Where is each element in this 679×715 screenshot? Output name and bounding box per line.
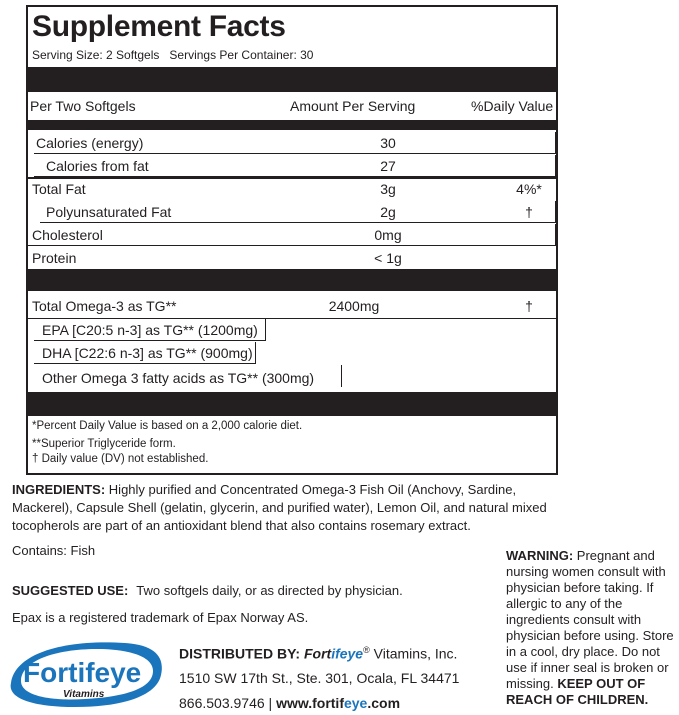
omega-label: Total Omega-3 as TG** [32, 298, 177, 314]
omega-label: DHA [C22:6 n-3] as TG** (900mg) [42, 345, 253, 361]
nutrient-amount: 3g [380, 181, 396, 197]
warning-statement [506, 548, 676, 708]
footnote-dv-not-established: † Daily value (DV) not established. [32, 453, 209, 465]
omega-daily-value: † [525, 298, 533, 314]
panel-title: Supplement Facts [32, 10, 286, 43]
header-per-two-softgels: Per Two Softgels [30, 98, 136, 114]
nutrient-label: Cholesterol [32, 227, 103, 243]
nutrient-daily-value: 4%* [516, 181, 542, 197]
warning-label: WARNING: [506, 548, 574, 563]
distributor-website[interactable] [276, 695, 400, 711]
thick-divider-header [28, 120, 556, 130]
distributor-phone: 866.503.9746 [179, 695, 265, 711]
nutrient-row [28, 155, 556, 177]
fortifeye-logo [5, 635, 167, 711]
nutrient-label: Calories (energy) [36, 135, 144, 151]
contact-separator: | [264, 695, 277, 711]
distributor-suffix: Vitamins, Inc. [369, 645, 458, 662]
allergen-statement: Contains: Fish [12, 543, 96, 558]
omega-row [28, 342, 556, 364]
warning-text: Pregnant and nursing women consult with physician before taking. If allergic to any of the ingredients consult with physician before using. Store in a cool, dry place. Do not use if inner seal is broken or missing. [506, 548, 674, 691]
omega-row [28, 295, 556, 317]
logo-tagline: Vitamins [63, 689, 105, 700]
suggested-use [12, 583, 403, 598]
footnote-triglyceride: **Superior Triglyceride form. [32, 438, 176, 450]
nutrient-row [28, 132, 556, 154]
ingredients-statement [12, 481, 547, 535]
distributor-brand-fort: Fort [303, 645, 332, 662]
omega-row [28, 367, 556, 389]
omega-label: EPA [C20:5 n-3] as TG** (1200mg) [42, 322, 258, 338]
logo-text-fort: Fort [23, 657, 78, 688]
omega-amount: 2400mg [328, 298, 380, 314]
logo-text-ifeye: ifeye [77, 657, 142, 688]
header-amount-per-serving: Amount Per Serving [290, 98, 416, 114]
nutrient-amount: 27 [380, 158, 396, 174]
fortifeye-logo-graphic [5, 635, 167, 711]
distributor-address: 1510 SW 17th St., Ste. 301, Ocala, FL 34471 [179, 670, 460, 686]
serving-size: Serving Size: 2 Softgels [32, 48, 160, 62]
svg-text:Fortifeye [23, 657, 141, 688]
nutrient-daily-value: † [525, 204, 533, 220]
header-daily-value: %Daily Value [471, 98, 554, 114]
distributor-contact [179, 695, 400, 711]
distributor-label: DISTRIBUTED BY: [179, 645, 301, 662]
nutrient-row [28, 247, 556, 269]
serving-info [32, 48, 313, 62]
nutrient-label: Total Fat [32, 181, 86, 197]
nutrient-row [28, 224, 556, 246]
omega-label: Other Omega 3 fatty acids as TG** (300mg) [42, 370, 315, 386]
distributor-line [179, 645, 457, 662]
thick-divider-middle [28, 269, 556, 291]
warning-emphasis: KEEP OUT OF REACH OF CHILDREN. [506, 676, 649, 707]
ingredients-label: INGREDIENTS: [12, 482, 106, 497]
nutrient-label: Polyunsaturated Fat [46, 204, 172, 220]
trademark-notice: Epax is a registered trademark of Epax Norway AS. [12, 610, 309, 625]
website-suffix: .com [367, 695, 401, 711]
nutrient-amount: 0mg [374, 227, 402, 243]
suggested-use-label: SUGGESTED USE: [12, 583, 129, 598]
nutrient-amount: < 1g [374, 250, 402, 266]
nutrient-row [28, 178, 556, 200]
thick-divider-bottom [28, 392, 556, 416]
footnote-daily-value: *Percent Daily Value is based on a 2,000 calorie diet. [32, 420, 303, 432]
distributor-brand-eye: ifeye [331, 645, 364, 662]
supplement-facts-panel [26, 5, 558, 475]
nutrient-amount: 2g [380, 204, 396, 220]
nutrient-label: Protein [32, 250, 77, 266]
registered-mark: ® [363, 645, 370, 655]
thick-divider-top [28, 67, 556, 92]
nutrient-row [28, 201, 556, 223]
suggested-use-text: Two softgels daily, or as directed by physician. [136, 583, 403, 598]
nutrient-label: Calories from fat [46, 158, 149, 174]
website-eye: eye [343, 695, 368, 711]
ingredients-text: Highly purified and Concentrated Omega-3 Fish Oil (Anchovy, Sardine, Mackerel), Capsule Shell (gelatin, glycerin, and purified water), Lemon Oil, and natural mixed tocopherols are part of an antioxidant blend that also contains rosemary extract. [12, 482, 547, 533]
servings-per-container: Servings Per Container: 30 [169, 48, 314, 62]
nutrient-amount: 30 [380, 135, 396, 151]
omega-row [28, 319, 556, 341]
website-prefix: www.fortif [276, 695, 344, 711]
